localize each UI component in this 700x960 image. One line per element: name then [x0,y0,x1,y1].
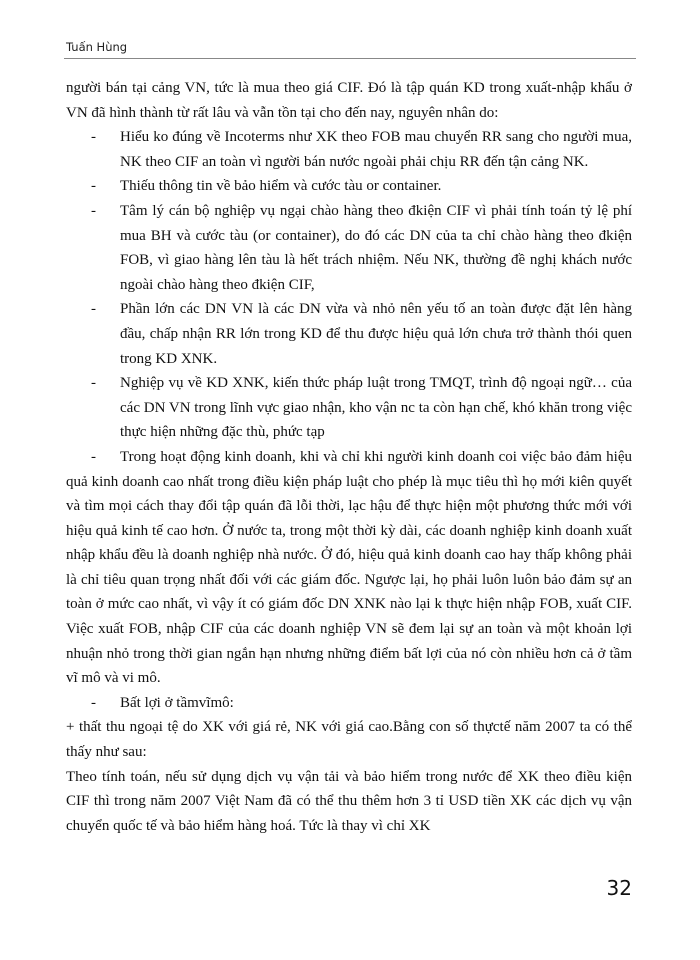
page-body [66,76,632,838]
list-item: - Nghiệp vụ về KD XNK, kiến thức pháp luật trong TMQT, trình độ ngoại ngữ… của các DN VN trong lĩnh vực giao nhận, kho vận nc ta còn hạn chế, khó khăn trong việc thực hiện những đặc thù, phức tạp [91,375,632,441]
list-item-text: Tâm lý cán bộ nghiệp vụ ngại chào hàng theo đkiện CIF vì phải tính toán tỷ lệ phí mua BH và cước tàu (or container), do đó các DN của ta chỉ chào hàng theo đkiện FOB, vì giao hàng lên tàu là hết trách nhiệm. Nếu NK, thường đề nghị khách nước ngoài chào hàng theo đkiện CIF, [120,202,632,293]
list-item: - Hiểu ko đúng về Incoterms như XK theo FOB mau chuyển RR sang cho người mua, NK theo CIF an toàn vì người bán nước ngoài phải chịu RR đến tận cảng NK. [91,129,632,170]
list-item-text: Thiếu thông tin về bảo hiểm và cước tàu or container. [120,178,442,195]
closing-paragraph: Theo tính toán, nếu sử dụng dịch vụ vận tải và bảo hiểm trong nước để XK theo điều kiện CIF thì trong năm 2007 Việt Nam đã có thể thu thêm hơn 3 tỉ USD tiền XK các dịch vụ vận chuyển quốc tế và bảo hiểm hàng hoá. Tức là thay vì chỉ XK [66,768,632,834]
list-item-macro: - Bất lợi ở tầmvĩmô: [91,694,234,711]
intro-paragraph: người bán tại cảng VN, tức là mua theo giá CIF. Đó là tập quán KD trong xuất-nhập khẩu ở VN đã hình thành từ rất lâu và vẫn tồn tại cho đến nay, nguyên nhân do: [66,80,632,121]
running-header-author: Tuấn Hùng [66,40,128,54]
trade-paragraph: - Trong hoạt động kinh doanh, khi và chỉ khi người kinh doanh coi việc bảo đảm hiệu quả kinh doanh cao nhất trong điều kiện pháp luật cho phép là mục tiêu thì họ mới kiên quyết và tìm mọi cách thay đổi tập quán đã lỗi thời, lạc hậu để thực hiện một phương thức mới với hiệu quả kinh tế cao hơn. Ở nước ta, trong một thời kỳ dài, các doanh nghiệp kinh doanh xuất nhập khẩu đều là doanh nghiệp nhà nước. Ở đó, hiệu quả kinh doanh cao hay thấp không phải là chỉ tiêu quan trọng nhất đối với các giám đốc. Ngược lại, họ phải luôn luôn bảo đảm sự an toàn ở mức cao nhất, vì vậy ít có giám đốc DN XNK nào lại k thực hiện nhập FOB, xuất CIF. Việc xuất FOB, nhập CIF của các doanh nghiệp VN sẽ đem lại sự an toàn và một khoản lợi nhuận nhỏ trong thời gian ngắn hạn nhưng những điểm bất lợi của nó còn nhiều hơn cả ở tầm vĩ mô và vi mô. [66,448,633,687]
trade-body-text: Ở nước ta, trong một thời kỳ dài, các doanh nghiệp kinh doanh xuất nhập khẩu đều là doanh nghiệp nhà nước. Ở đó, hiệu quả kinh doanh cao hay thấp không phải là chỉ tiêu quan trọng nhất đối với các giám đốc. Ngược lại, họ phải luôn luôn bảo đảm sự an toàn ở mức cao nhất, vì vậy ít có giám đốc DN XNK nào lại k thực hiện nhập FOB, xuất CIF. Việc xuất FOB, nhập CIF của các doanh nghiệp VN sẽ đem lại sự an toàn và một khoản lợi nhuận nhỏ trong thời gian ngắn hạn nhưng những điểm bất lợi của nó còn nhiều hơn cả ở tầm vĩ mô và vi mô. [66,522,633,687]
list-item-text: Hiểu ko đúng về Incoterms như XK theo FOB mau chuyển RR sang cho người mua, NK theo CIF an toàn vì người bán nước ngoài phải chịu RR đến tận cảng NK. [120,129,632,170]
list-item: - Tâm lý cán bộ nghiệp vụ ngại chào hàng theo đkiện CIF vì phải tính toán tỷ lệ phí mua BH và cước tàu (or container), do đó các DN của ta chỉ chào hàng theo đkiện FOB, vì giao hàng lên tàu là hết trách nhiệm. Nếu NK, thường đề nghị khách nước ngoài chào hàng theo đkiện CIF, [91,202,632,293]
list-item-text: Nghiệp vụ về KD XNK, kiến thức pháp luật trong TMQT, trình độ ngoại ngữ… của các DN VN trong lĩnh vực giao nhận, kho vận nc ta còn hạn chế, khó khăn trong việc thực hiện những đặc thù, phức tạp [120,375,632,441]
list-item-text: Bất lợi ở tầmvĩmô: [120,694,234,711]
header-divider [64,58,636,59]
list-item-text: Phần lớn các DN VN là các DN vừa và nhỏ nên yếu tố an toàn được đặt lên hàng đầu, chấp nhận RR lớn trong KD để thu được hiệu quả lớn chưa trở thành thói quen trong KD XNK. [120,301,632,367]
trade-bullet-text: Trong hoạt động kinh doanh, khi và chỉ khi người kinh doanh coi việc bảo đảm hiệu quả kinh doanh cao nhất trong điều kiện pháp luật cho phép là mục tiêu thì họ mới kiên quyết và tìm mọi cách thay đổi tập quán đã lỗi thời, lạc hậu để thực hiện một phương thức mới với hiệu quả kinh tế cao hơn. [66,448,632,539]
list-item: - Phần lớn các DN VN là các DN vừa và nhỏ nên yếu tố an toàn được đặt lên hàng đầu, chấp nhận RR lớn trong KD để thu được hiệu quả lớn chưa trở thành thói quen trong KD XNK. [91,301,632,367]
plus-paragraph: + thất thu ngoại tệ do XK với giá rẻ, NK với giá cao.Bằng con số thựctế năm 2007 ta có thể thấy như sau: [66,719,632,761]
page-number: 32 [606,876,632,900]
list-item: - Thiếu thông tin về bảo hiểm và cước tàu or container. [91,178,442,195]
